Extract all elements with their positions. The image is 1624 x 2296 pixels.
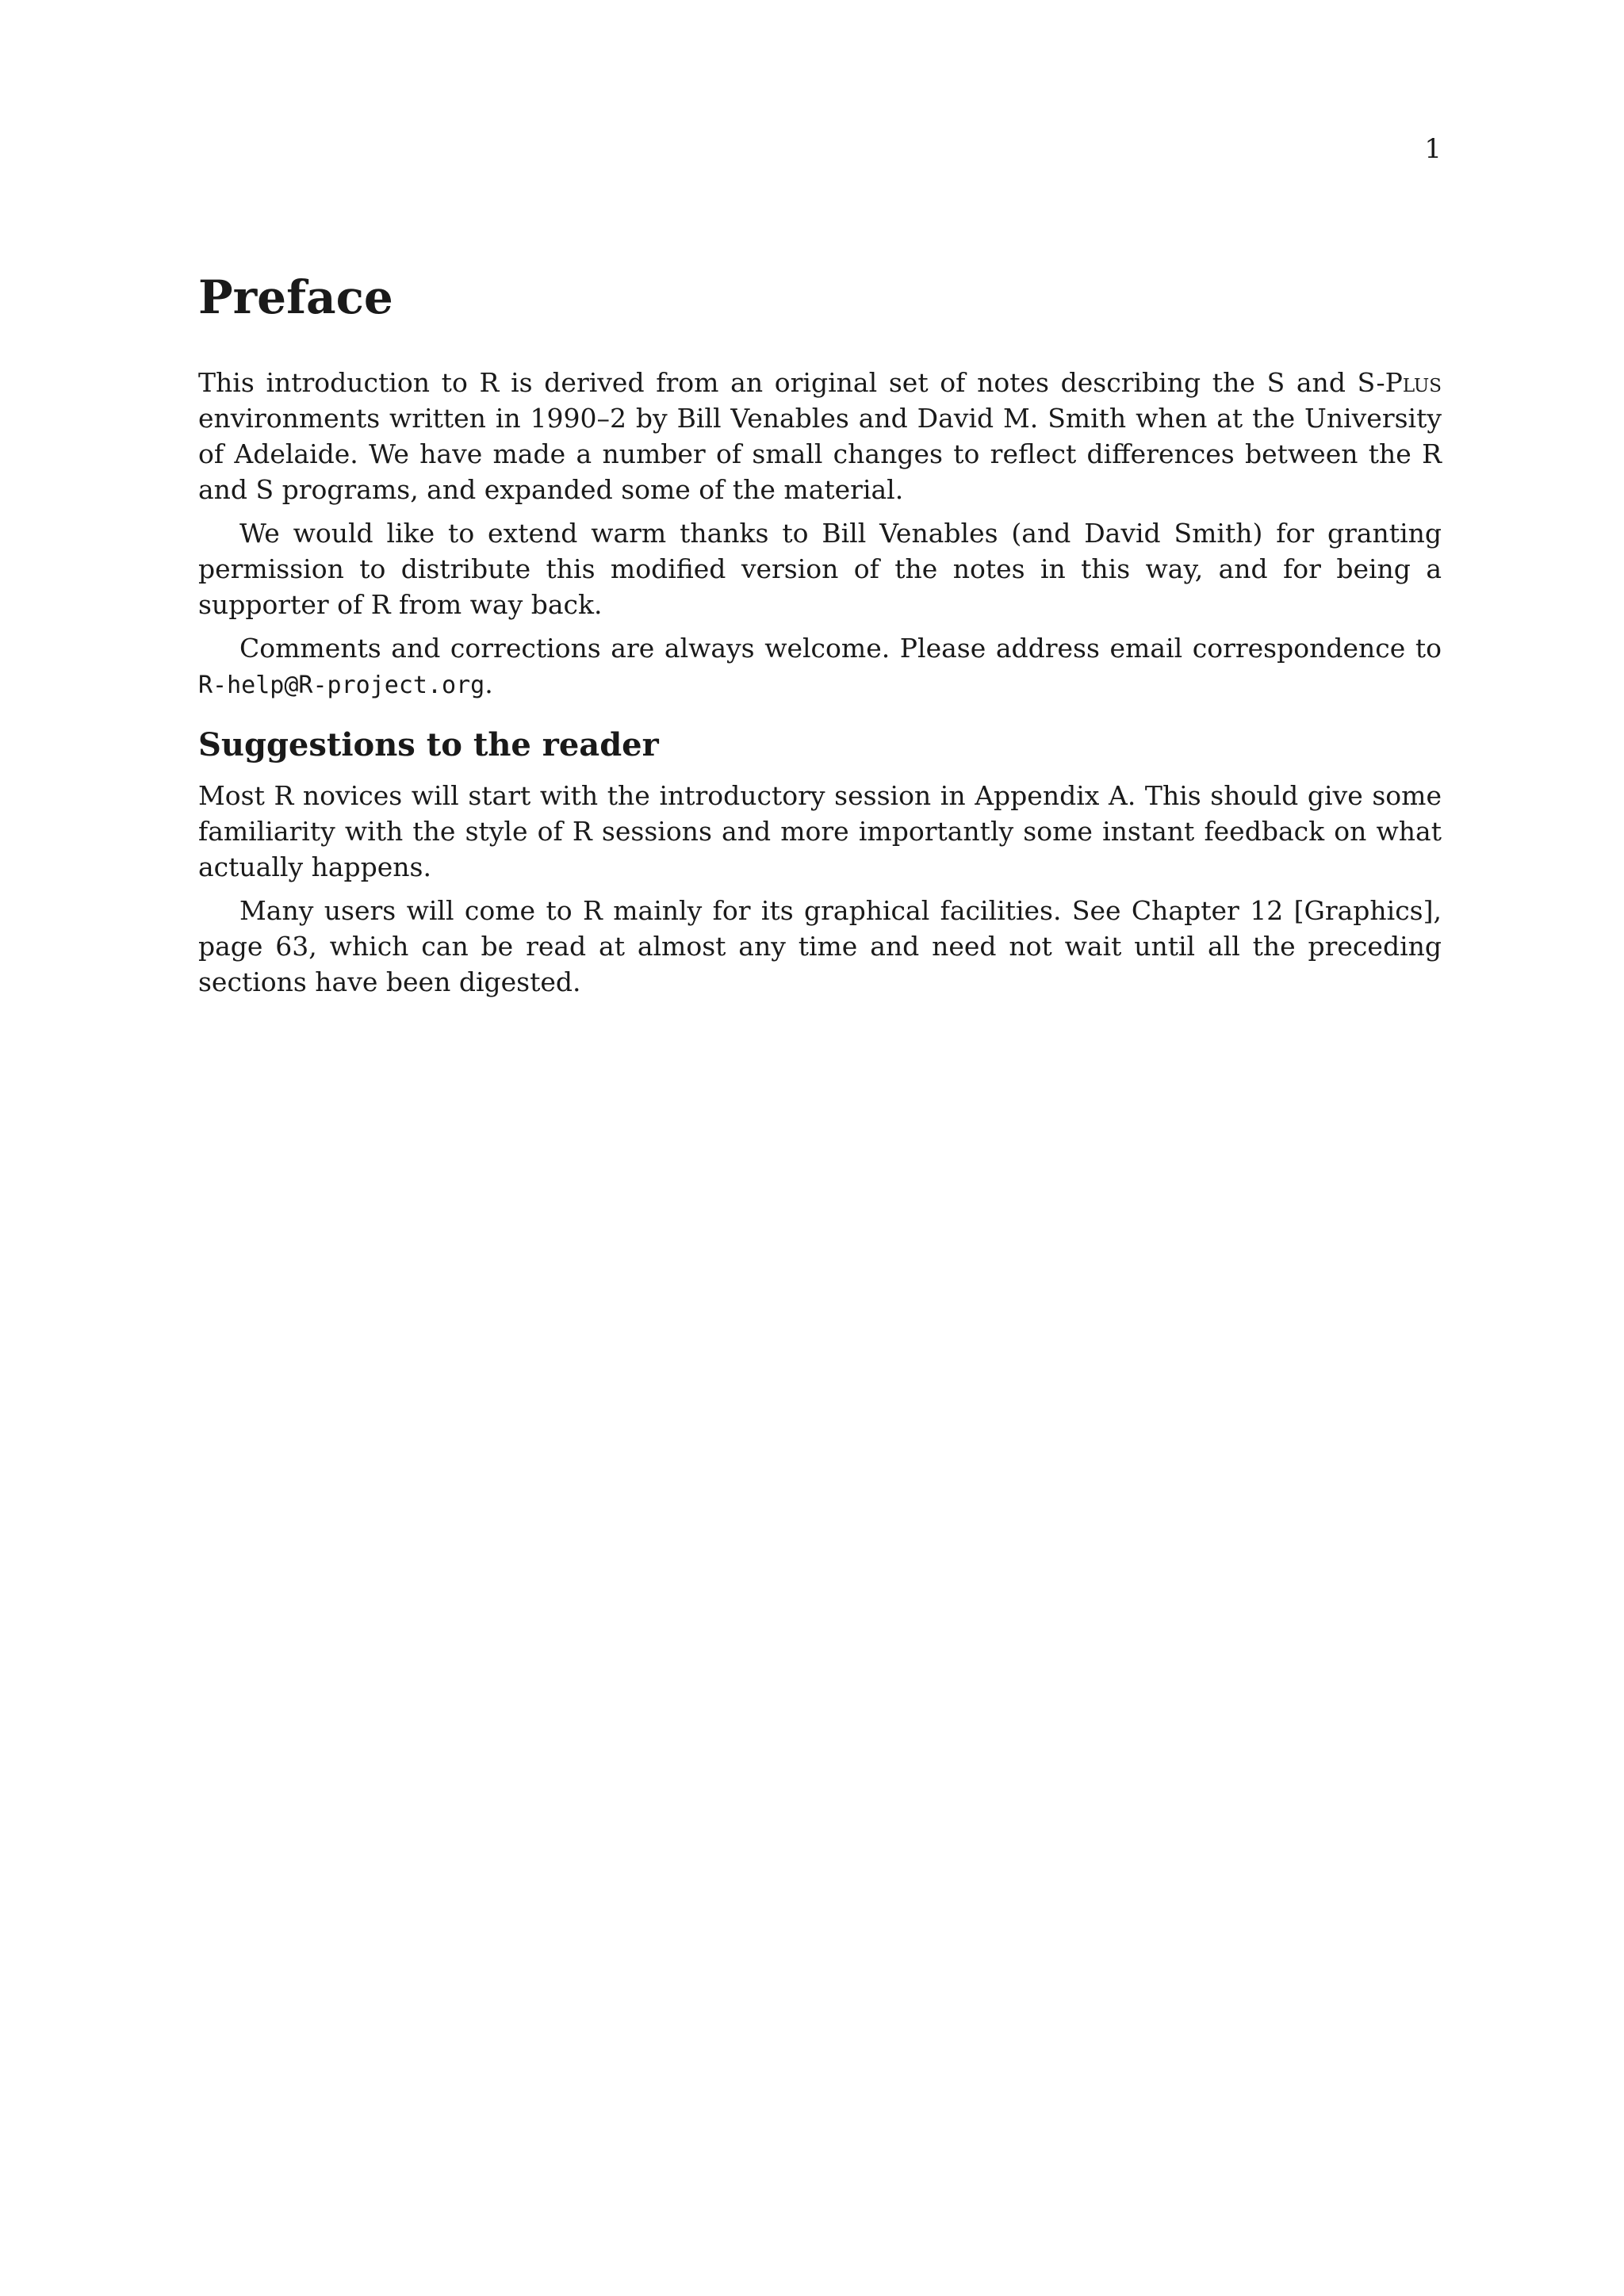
preface-paragraph-2: We would like to extend warm thanks to Bill Venables (and David Smith) for granting permission to distribute this modified version of the notes in this way, and for being a supporter of R from way back. — [198, 518, 1442, 620]
page-content — [198, 270, 1442, 1008]
suggestions-paragraph-2: Many users will come to R mainly for its graphical facilities. See Chapter 12 [Graphics], page 63, which can be read at almost any time and need not wait until all the preceding sections have been digested. — [198, 895, 1442, 997]
preface-p1-text: This introduction to R is derived from an original set of notes describing the S and S- — [198, 367, 1385, 398]
page-number: 1 — [1424, 133, 1442, 165]
splus-name: Plus — [1385, 367, 1442, 398]
preface-p3-end: . — [485, 668, 493, 699]
suggestions-paragraph-1: Most R novices will start with the introductory session in Appendix A. This should give some familiarity with the style of R sessions and more importantly some instant feedback on what actually happens. — [198, 780, 1442, 882]
page-title: Preface — [198, 270, 393, 324]
preface-p1-continuation: environments written in 1990–2 by Bill Venables and David M. Smith when at the University of Adelaide. We have made a number of small changes to reflect differences between the R and S programs, and expanded some of the material. — [198, 403, 1442, 505]
preface-paragraph-1 — [198, 365, 1442, 507]
preface-paragraph-3 — [198, 630, 1442, 703]
suggestions-heading: Suggestions to the reader — [198, 726, 659, 763]
email-address: R-help@R-project.org — [198, 672, 485, 699]
preface-p3-text: Comments and corrections are always welcome. Please address email correspondence to — [239, 633, 1442, 664]
